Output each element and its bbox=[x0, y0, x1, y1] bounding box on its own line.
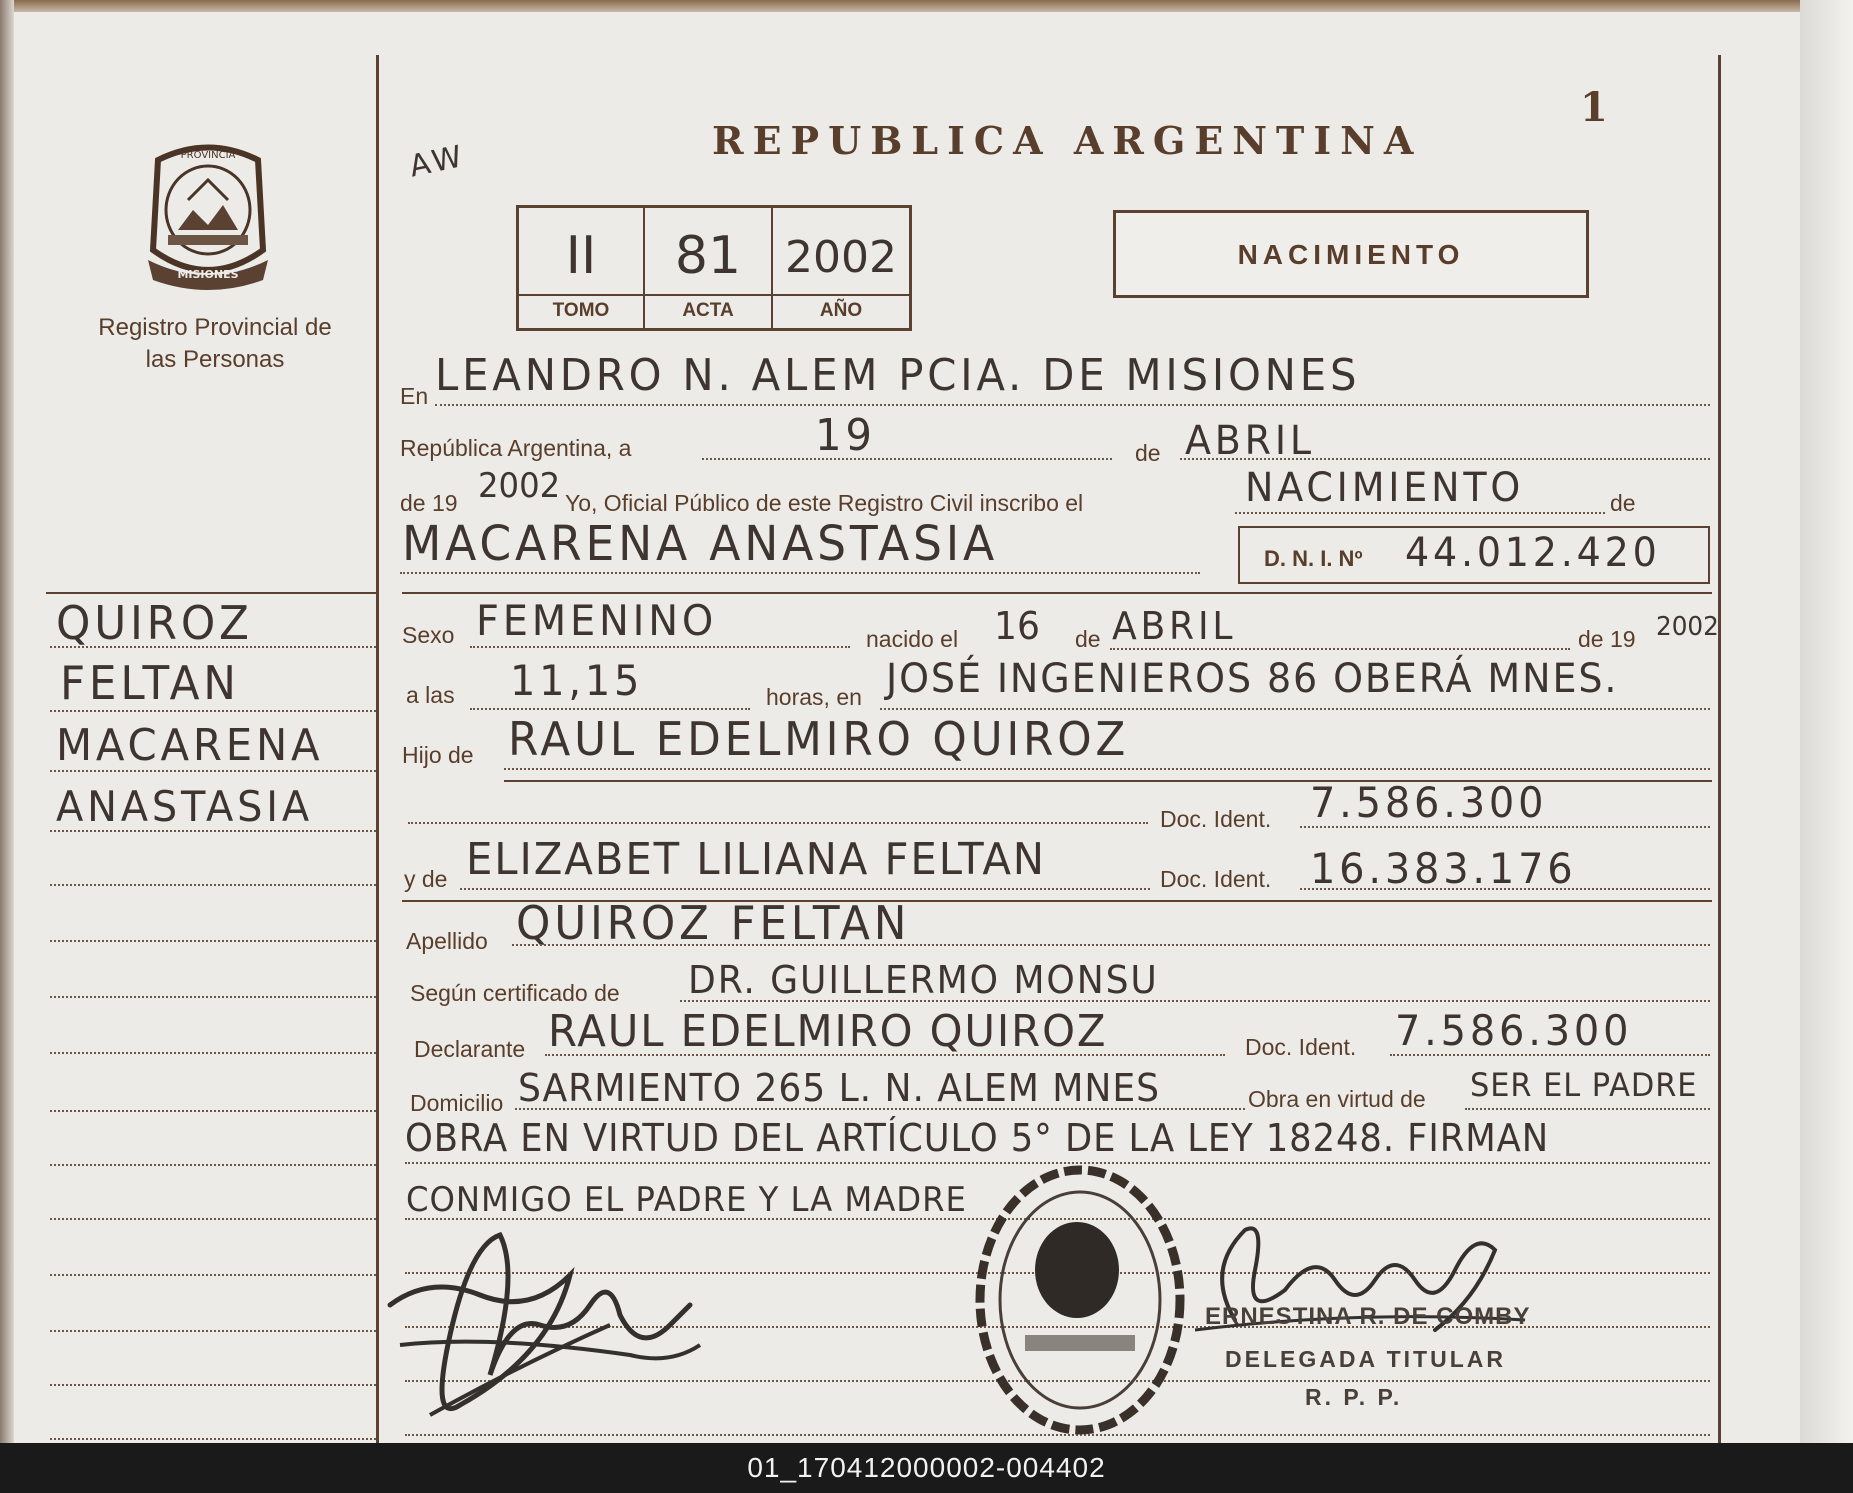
mother-doc-line bbox=[1300, 888, 1710, 890]
obra-value: SER EL PADRE bbox=[1470, 1066, 1698, 1104]
seal-top-text: PROVINCIA bbox=[180, 150, 236, 161]
ano-value: 2002 bbox=[785, 232, 897, 283]
acta-label: ACTA bbox=[682, 300, 734, 321]
act-value: NACIMIENTO bbox=[1245, 465, 1525, 511]
birth-place-value: JOSÉ INGENIEROS 86 OBERÁ MNES. bbox=[886, 656, 1619, 702]
margin-line-6 bbox=[50, 940, 376, 942]
label-horas: horas, en bbox=[766, 684, 862, 710]
sex-line bbox=[470, 646, 850, 648]
time-value: 11,15 bbox=[510, 656, 644, 705]
margin-name-4: ANASTASIA bbox=[56, 782, 313, 831]
margin-line-10 bbox=[50, 1164, 376, 1166]
label-father-doc: Doc. Ident. bbox=[1160, 806, 1272, 832]
label-a-las: a las bbox=[406, 682, 455, 708]
label-de-name: de bbox=[1610, 490, 1636, 516]
label-nacido: nacido el bbox=[866, 626, 959, 652]
margin-name-3: MACARENA bbox=[56, 720, 324, 771]
birth-year-value: 2002 bbox=[1656, 612, 1719, 642]
record-box bbox=[516, 205, 912, 331]
declarant-doc-value: 7.586.300 bbox=[1395, 1006, 1633, 1055]
declarant-doc-line bbox=[1390, 1054, 1710, 1056]
label-sexo: Sexo bbox=[402, 622, 455, 648]
dni-box bbox=[1238, 526, 1710, 584]
margin-line-2 bbox=[50, 710, 376, 712]
label-de-birth-month: de bbox=[1075, 626, 1101, 652]
declarant-value: RAUL EDELMIRO QUIROZ bbox=[548, 1006, 1108, 1057]
father-extra-line bbox=[408, 822, 1148, 824]
official-stamp-icon bbox=[965, 1150, 1195, 1440]
record-type: NACIMIENTO bbox=[1237, 239, 1465, 270]
act-line bbox=[1235, 512, 1605, 514]
child-name: MACARENA ANASTASIA bbox=[402, 516, 999, 572]
label-segun: Según certificado de bbox=[410, 980, 620, 1006]
label-apellido: Apellido bbox=[406, 928, 488, 954]
page-fold bbox=[0, 0, 14, 1443]
margin-line-3 bbox=[50, 770, 376, 772]
month-value: ABRIL bbox=[1185, 418, 1315, 464]
sex-value: FEMENINO bbox=[476, 596, 718, 645]
tomo-label: TOMO bbox=[552, 300, 610, 321]
obra-line bbox=[1465, 1108, 1710, 1110]
place-value: LEANDRO N. ALEM PCIA. DE MISIONES bbox=[435, 350, 1361, 401]
record-type-box bbox=[1113, 210, 1589, 298]
margin-line-4 bbox=[50, 830, 376, 832]
label-de-19: de 19 bbox=[400, 490, 458, 516]
section-rule-1 bbox=[402, 592, 1712, 594]
label-y-de: y de bbox=[404, 866, 448, 892]
label-de-19-birth: de 19 bbox=[1578, 626, 1636, 652]
margin-line-7 bbox=[50, 996, 376, 998]
notes-line-1: OBRA EN VIRTUD DEL ARTÍCULO 5° DE LA LEY 18248. FIRMAN bbox=[405, 1116, 1550, 1160]
binder-edge bbox=[0, 0, 1853, 12]
label-declarant-doc: Doc. Ident. bbox=[1245, 1034, 1357, 1060]
ano-label: AÑO bbox=[819, 300, 863, 321]
margin-line-12 bbox=[50, 1274, 376, 1276]
label-republica: República Argentina, a bbox=[400, 435, 632, 461]
birth-place-line bbox=[880, 708, 1710, 710]
margin-line-5 bbox=[50, 884, 376, 886]
acta-cell bbox=[645, 208, 773, 328]
right-column-rule bbox=[1718, 55, 1721, 1443]
tomo-cell bbox=[519, 208, 645, 328]
image-caption: 01_170412000002-004402 bbox=[0, 1443, 1853, 1493]
father-line bbox=[504, 768, 1710, 770]
margin-line-9 bbox=[50, 1110, 376, 1112]
birth-month-value: ABRIL bbox=[1112, 604, 1237, 648]
initials: AW bbox=[406, 138, 469, 185]
tomo-value: II bbox=[565, 226, 597, 286]
margin-name-1: QUIROZ bbox=[56, 596, 253, 650]
address-value: SARMIENTO 265 L. N. ALEM MNES bbox=[518, 1066, 1160, 1110]
label-hijo: Hijo de bbox=[402, 742, 474, 768]
place-line bbox=[435, 404, 1710, 406]
officer-role-stamp: DELEGADA TITULAR bbox=[1225, 1346, 1506, 1372]
page-number: 1 bbox=[1580, 84, 1608, 131]
month-line bbox=[1180, 458, 1710, 460]
day-line bbox=[702, 458, 1112, 460]
parent-signature-icon bbox=[370, 1215, 710, 1443]
label-de-month: de bbox=[1135, 440, 1161, 466]
year-value: 2002 bbox=[478, 466, 561, 506]
ano-cell bbox=[773, 208, 909, 328]
notes-line-2: CONMIGO EL PADRE Y LA MADRE bbox=[406, 1180, 967, 1220]
dni-value: 44.012.420 bbox=[1405, 530, 1661, 576]
father-doc-value: 7.586.300 bbox=[1310, 778, 1548, 827]
page-title: REPUBLICA ARGENTINA bbox=[712, 118, 1423, 163]
address-line bbox=[515, 1108, 1245, 1110]
margin-line-1 bbox=[50, 646, 376, 648]
misiones-seal-icon bbox=[138, 140, 278, 290]
label-dni: D. N. I. Nº bbox=[1264, 546, 1363, 571]
label-mother-doc: Doc. Ident. bbox=[1160, 866, 1272, 892]
margin-line-8 bbox=[50, 1052, 376, 1054]
margin-line-14 bbox=[50, 1384, 376, 1386]
label-obra: Obra en virtud de bbox=[1248, 1086, 1426, 1112]
acta-value: 81 bbox=[674, 226, 742, 286]
label-domicilio: Domicilio bbox=[410, 1090, 504, 1116]
margin-line-13 bbox=[50, 1330, 376, 1332]
mother-line bbox=[460, 888, 1150, 890]
seal-bottom-text: MISIONES bbox=[177, 268, 239, 281]
day-value: 19 bbox=[815, 410, 876, 461]
label-yo: Yo, Oficial Público de este Registro Civil inscribo el bbox=[565, 490, 1084, 516]
certificate-line bbox=[680, 1000, 1710, 1002]
declarant-line bbox=[545, 1054, 1225, 1056]
margin-line-11 bbox=[50, 1218, 376, 1220]
margin-name-2: FELTAN bbox=[60, 656, 240, 710]
birth-month-line bbox=[1110, 648, 1570, 650]
page-edge bbox=[1800, 0, 1853, 1443]
father-doc-line bbox=[1300, 826, 1710, 828]
mother-doc-value: 16.383.176 bbox=[1310, 844, 1577, 893]
margin-line-15 bbox=[50, 1438, 376, 1440]
surname-value: QUIROZ FELTAN bbox=[516, 896, 911, 950]
officer-name-stamp: ERNESTINA R. DE COMBY bbox=[1205, 1303, 1531, 1330]
time-line bbox=[470, 708, 750, 710]
surname-line bbox=[512, 944, 1710, 946]
mother-name: ELIZABET LILIANA FELTAN bbox=[466, 834, 1046, 885]
birth-day-value: 16 bbox=[994, 604, 1040, 648]
margin-rule bbox=[46, 592, 376, 594]
name-line bbox=[400, 572, 1200, 574]
father-name: RAUL EDELMIRO QUIROZ bbox=[508, 712, 1130, 766]
certificate-value: DR. GUILLERMO MONSU bbox=[688, 958, 1159, 1002]
label-en: En bbox=[400, 383, 429, 409]
label-declarante: Declarante bbox=[414, 1036, 526, 1062]
registry-label: Registro Provincial de las Personas bbox=[98, 314, 332, 373]
office-stamp: R. P. P. bbox=[1305, 1384, 1403, 1410]
